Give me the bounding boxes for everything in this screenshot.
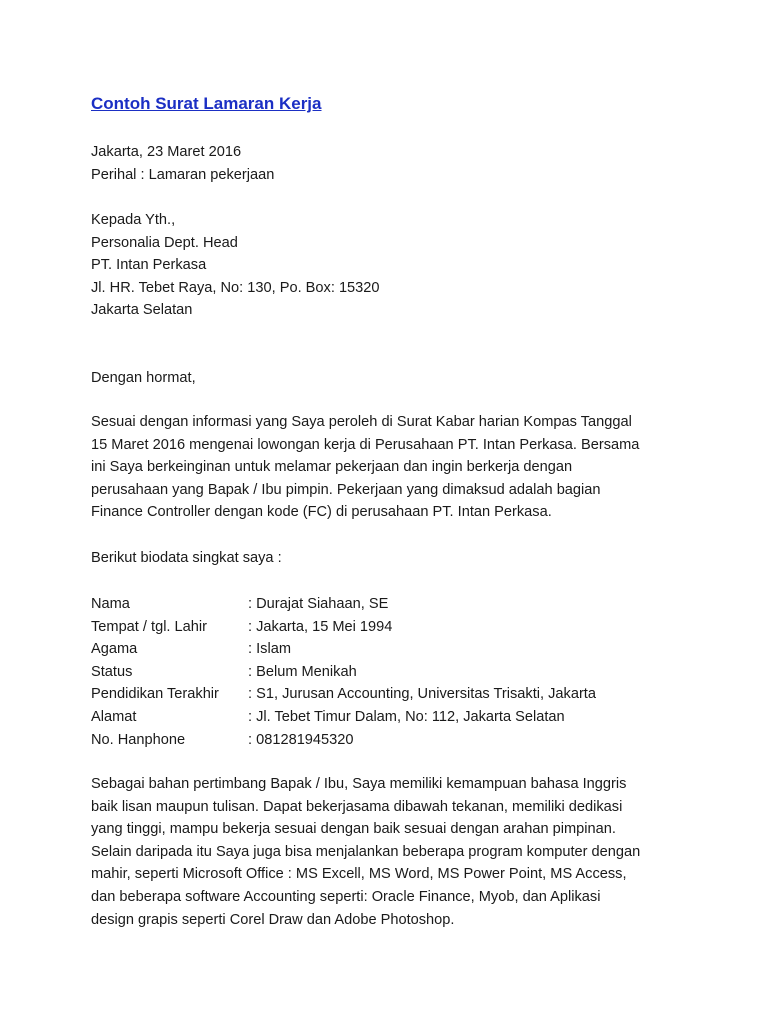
document-title-link[interactable]: Contoh Surat Lamaran Kerja bbox=[91, 94, 322, 113]
biodata-row bbox=[91, 683, 596, 706]
paragraph-line: ini Saya berkeinginan untuk melamar pekerjaan dan ingin berkerja dengan bbox=[91, 459, 573, 476]
recipient-line: Personalia Dept. Head bbox=[91, 234, 238, 251]
paragraph-line: design grapis seperti Corel Draw dan Adobe Photoshop. bbox=[91, 911, 455, 928]
biodata-label: Alamat bbox=[91, 708, 137, 725]
biodata-intro: Berikut biodata singkat saya : bbox=[91, 550, 282, 566]
biodata-label: Agama bbox=[91, 641, 138, 658]
paragraph-line: baik lisan maupun tulisan. Dapat bekerjasama dibawah tekanan, memiliki dedikasi bbox=[91, 798, 623, 815]
paragraph-line: dan beberapa software Accounting seperti: Oracle Finance, Myob, dan Aplikasi bbox=[91, 888, 601, 905]
biodata-label: Pendidikan Terakhir bbox=[91, 686, 219, 703]
biodata-label: Nama bbox=[91, 596, 130, 612]
biodata-row bbox=[91, 661, 596, 684]
paragraph-line: Finance Controller dengan kode (FC) di perusahaan PT. Intan Perkasa. bbox=[91, 504, 552, 521]
biodata-row bbox=[91, 729, 596, 752]
biodata-value: : S1, Jurusan Accounting, Universitas Trisakti, Jakarta bbox=[248, 686, 596, 703]
biodata-value: : Jakarta, 15 Mei 1994 bbox=[248, 618, 393, 635]
recipient-block bbox=[91, 209, 380, 322]
biodata-row bbox=[91, 616, 596, 639]
biodata-label: Status bbox=[91, 663, 133, 680]
paragraph-line: 15 Maret 2016 mengenai lowongan kerja di Perusahaan PT. Intan Perkasa. Bersama bbox=[91, 436, 640, 453]
biodata-row bbox=[91, 638, 596, 661]
biodata-row bbox=[91, 593, 596, 616]
paragraph-line: mahir, seperti Microsoft Office : MS Excell, MS Word, MS Power Point, MS Access, bbox=[91, 866, 627, 883]
biodata-value: : Islam bbox=[248, 641, 291, 658]
paragraph-line: Sesuai dengan informasi yang Saya peroleh di Surat Kabar harian Kompas Tanggal bbox=[91, 414, 632, 430]
biodata-label: Tempat / tgl. Lahir bbox=[91, 618, 207, 635]
biodata-value: : Jl. Tebet Timur Dalam, No: 112, Jakarta Selatan bbox=[248, 708, 565, 725]
paragraph-1 bbox=[91, 411, 639, 524]
paragraph-line: yang tinggi, mampu bekerja sesuai dengan baik sesuai dengan arahan pimpinan. bbox=[91, 821, 616, 838]
subject-line: Perihal : Lamaran pekerjaan bbox=[91, 166, 275, 183]
biodata-value: : 081281945320 bbox=[248, 731, 354, 748]
biodata-label: No. Hanphone bbox=[91, 731, 186, 748]
recipient-line: PT. Intan Perkasa bbox=[91, 257, 207, 274]
biodata-value: : Belum Menikah bbox=[248, 663, 357, 680]
paragraph-line: perusahaan yang Bapak / Ibu pimpin. Pekerjaan yang dimaksud adalah bagian bbox=[91, 481, 601, 498]
paragraph-line: Sebagai bahan pertimbang Bapak / Ibu, Saya memiliki kemampuan bahasa Inggris bbox=[91, 776, 627, 792]
header-block bbox=[91, 141, 274, 186]
recipient-line: Jl. HR. Tebet Raya, No: 130, Po. Box: 15320 bbox=[91, 279, 380, 296]
greeting: Dengan hormat, bbox=[91, 370, 196, 386]
paragraph-line: Selain daripada itu Saya juga bisa menjalankan beberapa program komputer dengan bbox=[91, 843, 641, 860]
recipient-line: Kepada Yth., bbox=[91, 212, 176, 228]
paragraph-2 bbox=[91, 773, 640, 931]
date-line: Jakarta, 23 Maret 2016 bbox=[91, 144, 242, 160]
biodata-value: : Durajat Siahaan, SE bbox=[248, 596, 389, 612]
recipient-line: Jakarta Selatan bbox=[91, 302, 193, 319]
biodata-row bbox=[91, 706, 596, 729]
biodata-table bbox=[91, 593, 596, 751]
